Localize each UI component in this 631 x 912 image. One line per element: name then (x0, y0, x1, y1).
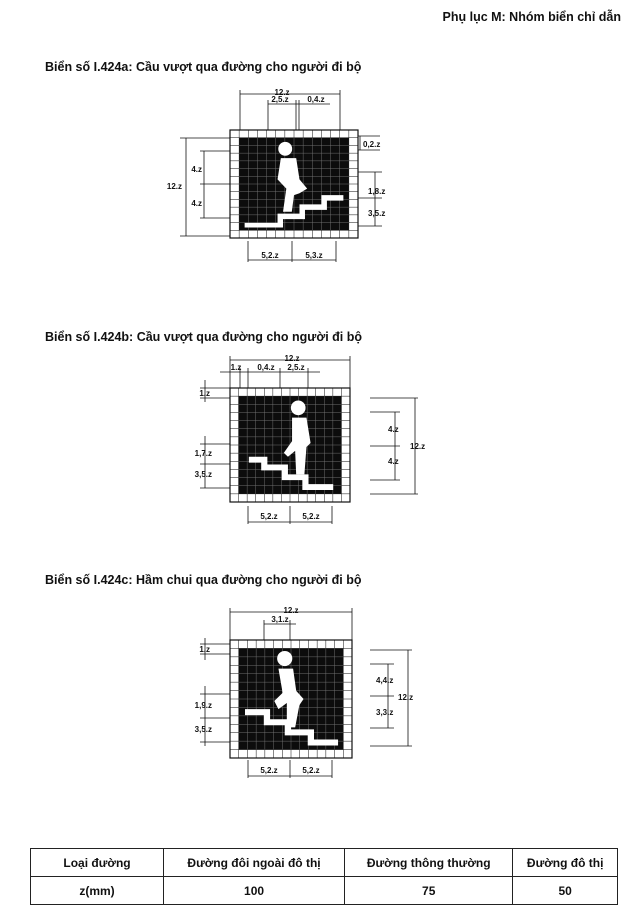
sign-b-left-b: 1,7.z (194, 449, 212, 458)
sign-c-top-total: 12.z (283, 606, 299, 615)
sign-c-bottom-b: 5,2.z (302, 766, 320, 775)
sign-c-top-a: 3,1.z (271, 615, 289, 624)
table-header-cell: Loại đường (31, 849, 164, 877)
sign-c-right-total: 12.z (398, 693, 414, 702)
sign-plate-b (230, 388, 350, 502)
sign-a-left-b: 4.z (191, 199, 202, 208)
sign-b-top-a: 1.z (230, 363, 242, 372)
sign-c-title: Biển số I.424c: Hầm chui qua đường cho người đi bộ (45, 573, 362, 587)
sign-a-bottom-b: 5,3.z (305, 251, 323, 260)
sign-a-right-b: 1,8.z (368, 187, 386, 196)
table-cell: 50 (513, 877, 618, 905)
table-header-row (31, 849, 618, 877)
table-cell: 75 (345, 877, 513, 905)
sign-a-title: Biển số I.424a: Cầu vượt qua đường cho người đi bộ (45, 60, 362, 74)
sign-b-top-total: 12.z (284, 354, 300, 363)
sign-a-top-total: 12.z (274, 88, 290, 97)
sign-b-bottom-b: 5,2.z (302, 512, 320, 521)
sign-a-right-c: 3,5.z (368, 209, 386, 218)
sign-b-left-c: 3,5.z (194, 470, 212, 479)
sign-plate-c (230, 640, 352, 758)
sign-b-top-c: 2,5.z (287, 363, 305, 372)
sign-c-left-a: 1.z (199, 645, 210, 654)
table-cell: 100 (164, 877, 345, 905)
table-cell: z(mm) (31, 877, 164, 905)
sign-a-top-b: 0,4.z (307, 95, 325, 104)
table-header-cell: Đường đô thị (513, 849, 618, 877)
sign-c-bottom-a: 5,2.z (260, 766, 278, 775)
sign-c-left-b: 1,9.z (194, 701, 212, 710)
sign-b-title: Biển số I.424b: Cầu vượt qua đường cho người đi bộ (45, 330, 363, 344)
sign-a-left-total: 12.z (166, 182, 182, 191)
sign-b-right-a: 4.z (388, 425, 399, 434)
sign-c-right-a: 4,4.z (376, 676, 394, 685)
sign-b-bottom-a: 5,2.z (260, 512, 278, 521)
sign-a-top-a: 2,5.z (271, 95, 289, 104)
sign-b-right-b: 4.z (388, 457, 399, 466)
table-header-cell: Đường đôi ngoài đô thị (164, 849, 345, 877)
sign-c-right-b: 3,3.z (376, 708, 394, 717)
table-row (31, 877, 618, 905)
sign-b-top-b: 0,4.z (257, 363, 275, 372)
z-value-table (30, 848, 618, 905)
sign-c-figure (160, 604, 420, 784)
table-header-cell: Đường thông thường (345, 849, 513, 877)
sign-a-figure (160, 86, 400, 266)
sign-plate-a (230, 130, 358, 238)
sign-b-right-total: 12.z (410, 442, 426, 451)
sign-a-right-a: 0,2.z (363, 140, 381, 149)
sign-a-left-a: 4.z (191, 165, 202, 174)
sign-b-figure (160, 352, 426, 532)
sign-c-left-c: 3,5.z (194, 725, 212, 734)
appendix-header: Phụ lục M: Nhóm biển chỉ dẫn (442, 10, 621, 24)
sign-a-bottom-a: 5,2.z (261, 251, 279, 260)
sign-b-left-a: 1.z (199, 389, 210, 398)
